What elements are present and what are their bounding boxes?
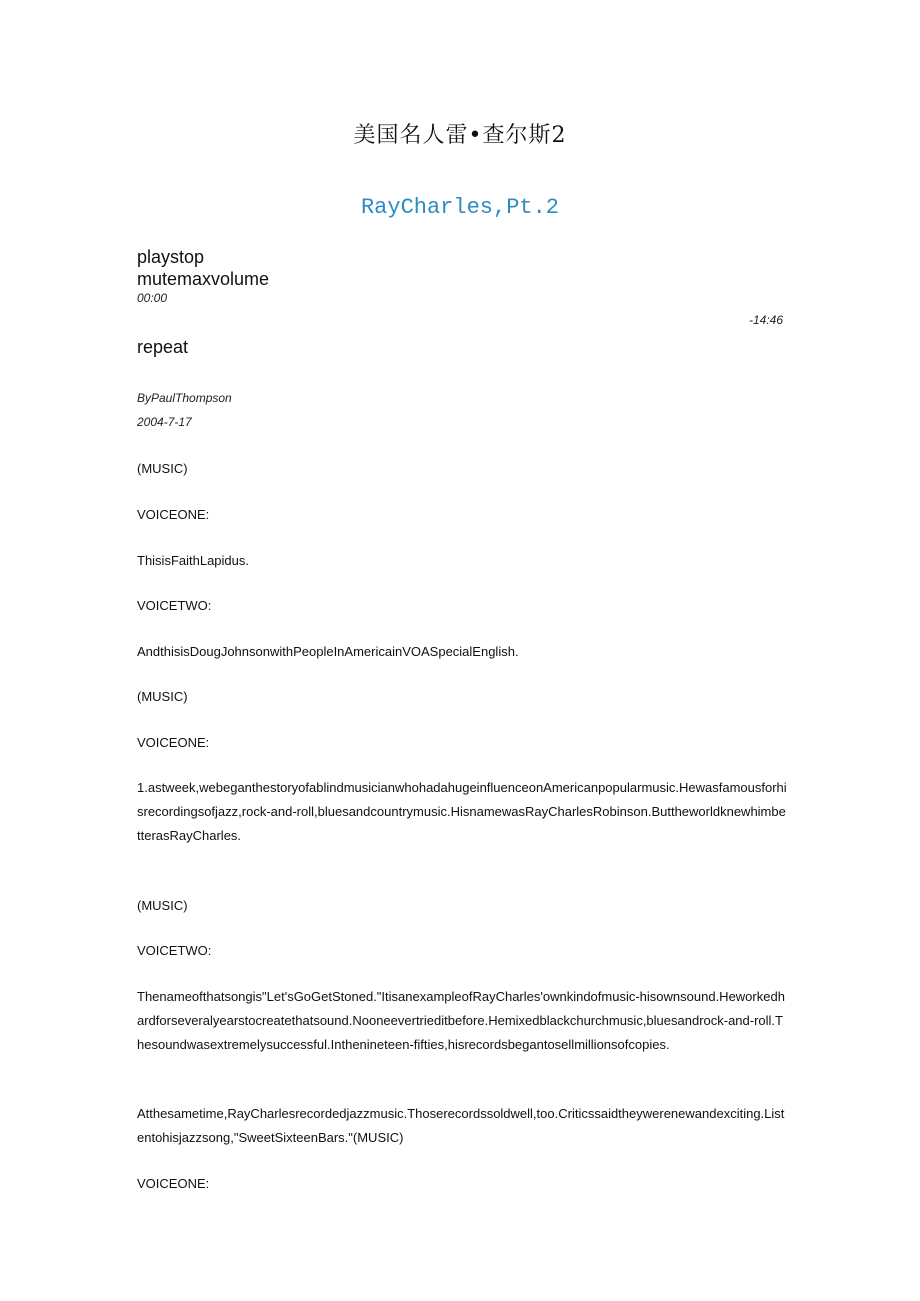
transcript-speaker: VOICETWO:	[137, 598, 212, 613]
transcript-line: AndthisisDougJohnsonwithPeopleInAmericainVOASpecialEnglish.	[137, 644, 519, 659]
transcript-line: ThisisFaithLapidus.	[137, 553, 249, 568]
remaining-time: -14:46	[748, 313, 783, 327]
transcript-line: (MUSIC)	[137, 461, 188, 476]
play-stop-control[interactable]: playstop	[137, 247, 205, 267]
author-line: ByPaulThompson	[137, 391, 232, 405]
english-title: RayCharles,Pt.2	[360, 195, 560, 220]
transcript-speaker: VOICETWO:	[137, 943, 212, 958]
transcript-paragraph: 1.astweek,webeganthestoryofablindmusicianwhohadahugeinfluenceonAmericanpopularmusic.Hewasfamousforhisrecordingsofjazz,rock-and-roll,bluesandcountrymusic.HisnamewasRayCharlesRobinson.ButtheworldknewhimbetterasRayCharles.	[137, 780, 787, 843]
transcript-line: (MUSIC)	[137, 689, 188, 704]
repeat-control[interactable]: repeat	[137, 337, 189, 357]
chinese-title: 美国名人雷•查尔斯2	[353, 123, 567, 148]
date-line: 2004-7-17	[137, 415, 192, 429]
transcript-speaker: VOICEONE:	[137, 735, 210, 750]
transcript-line: (MUSIC)	[137, 898, 188, 913]
audio-player	[137, 246, 787, 357]
transcript-paragraph: Thenameofthatsongis"Let'sGoGetStoned."ItisanexampleofRayCharles'ownkindofmusic-hisownsound.Heworkedhardforseveralyearstocreatethatsound.Nooneevertrieditbefore.Hemixedblackchurchmusic,bluesandrock-and-roll.Thesoundwasextremelysuccessful.Inthenineteen-fifties,hisrecordsbegantosellmillionsofcopies.	[137, 989, 785, 1052]
transcript-paragraph: Atthesametime,RayCharlesrecordedjazzmusic.Thoserecordssoldwell,too.Criticssaidtheywerenewandexciting.Listentohisjazzsong,"SweetSixteenBars."(MUSIC)	[137, 1106, 785, 1145]
transcript-speaker: VOICEONE:	[137, 507, 210, 522]
transcript-speaker: VOICEONE:	[137, 1176, 210, 1191]
mute-max-volume-control[interactable]: mutemaxvolume	[137, 269, 270, 289]
elapsed-time: 00:00	[137, 291, 168, 305]
